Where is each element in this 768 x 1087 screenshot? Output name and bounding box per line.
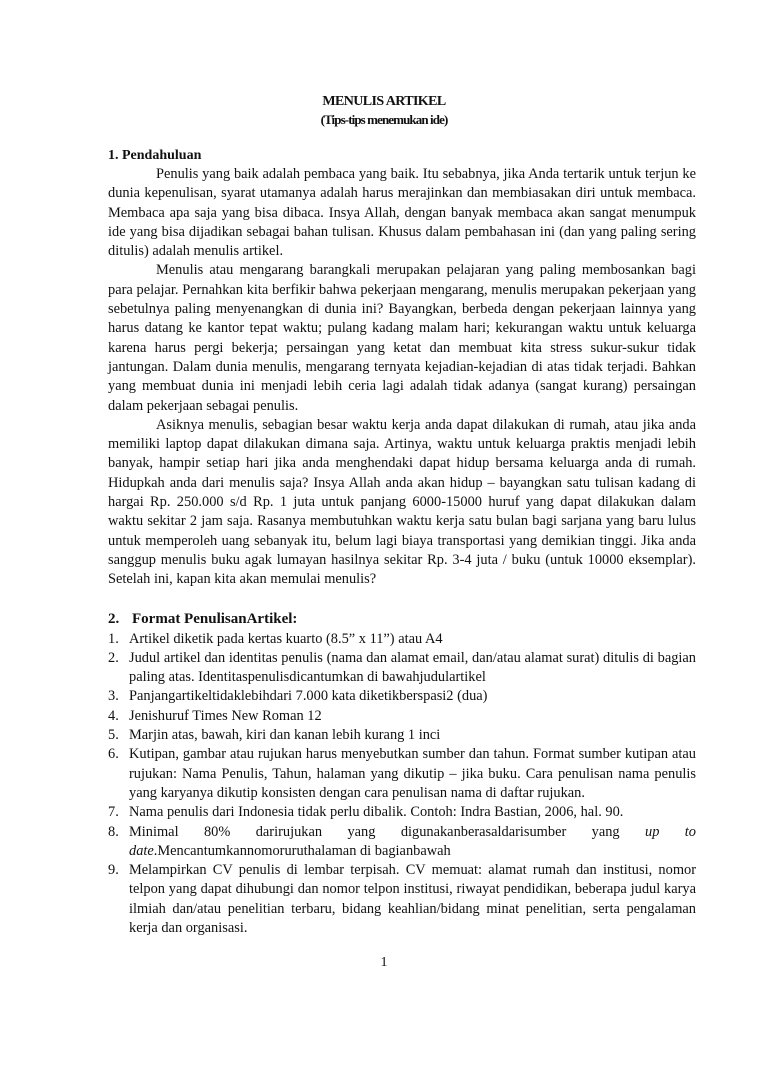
list-item-text: Panjangartikeltidaklebihdari 7.000 kata diketikberspasi2 (dua) [129, 688, 488, 705]
list-item-text: Minimal 80% darirujukan yang digunakanberasaldarisumber yang [129, 823, 646, 840]
section-title: Format PenulisanArtikel: [132, 610, 298, 627]
list-item-text: Jenishuruf Times New Roman 12 [129, 707, 322, 724]
list-item-italic-text: up to date [129, 823, 696, 859]
list-item-number: 9. [108, 862, 119, 879]
list-item-text: Judul artikel dan identitas penulis (nama dan alamat email, dan/atau alamat surat) ditulis di bagian paling atas. Identitaspenulisdicantumkan di bawahjudulartikel [129, 649, 696, 686]
list-item-text: Artikel diketik pada kertas kuarto (8.5” x 11”) atau A4 [129, 630, 443, 647]
list-item-text: Kutipan, gambar atau rujukan harus menyebutkan sumber dan tahun. Format sumber kutipan atau rujukan: Nama Penulis, Tahun, halaman yang dikutip – jika buku. Cara penulisan nama penulis yang karyanya dikutip konsisten dengan cara penulisan nama di daftar rujukan. [129, 746, 696, 801]
page-number: 1 [380, 955, 388, 970]
list-item [108, 707, 696, 726]
list-item [108, 823, 696, 862]
format-list [108, 630, 696, 939]
list-item [108, 803, 696, 822]
list-item-number: 7. [108, 804, 119, 821]
list-item-number: 1. [108, 630, 119, 647]
list-item-text: Marjin atas, bawah, kiri dan kanan lebih kurang 1 inci [129, 727, 441, 744]
list-item-text: .Mencantumkannomoruruthalaman di bagianbawah [153, 842, 451, 859]
list-item-number: 2. [108, 649, 119, 666]
list-item-number: 8. [108, 823, 119, 840]
document-title: MENULIS ARTIKEL [322, 94, 446, 109]
document-subtitle: (Tips-tips menemukan ide) [320, 112, 448, 127]
list-item [108, 726, 696, 745]
document-body [108, 146, 696, 938]
list-item-number: 4. [108, 707, 119, 724]
list-item-text: Melampirkan CV penulis di lembar terpisah. CV memuat: alamat rumah dan institusi, nomor telpon yang dapat dihubungi dan nomor telpon institusi, riwayat pendidikan, beberapa judul karya ilmiah dan/atau penelitian terbaru, bidang keahlian/bidang minat penelitian, serta pengalaman kerja dan organisasi. [129, 862, 696, 936]
list-item-number: 5. [108, 727, 119, 744]
list-item-text: Nama penulis dari Indonesia tidak perlu dibalik. Contoh: Indra Bastian, 2006, hal. 90. [129, 804, 624, 821]
list-item [108, 745, 696, 803]
list-item [108, 687, 696, 706]
paragraph: Asiknya menulis, sebagian besar waktu kerja anda dapat dilakukan di rumah, atau jika anda memiliki laptop dapat dilakukan dimana saja. Artinya, waktu untuk keluarga praktis menjadi lebih banyak, hampir setiap hari jika anda menghendaki dapat hidup bersama keluarga anda di rumah. Hidupkah anda dari menulis saja? Insya Allah anda akan hidup – bayangkan satu tulisan kadang di hargai Rp. 250.000 s/d Rp. 1 juta untuk panjang 6000-15000 huruf yang dapat dilakukan dalam waktu sekitar 2 jam saja. Rasanya membutuhkan waktu kerja satu bulan bagi sarjana yang baru lulus untuk memperoleh uang sebanyak itu, belum lagi biaya transportasi yang demikian tinggi. Jika anda sanggup menulis buku agak lumayan hasilnya sekitar Rp. 3-4 juta / buku (untuk 10000 eksemplar). Setelah ini, kapan kita akan memulai menulis? [108, 416, 696, 588]
paragraph: Penulis yang baik adalah pembaca yang baik. Itu sebabnya, jika Anda tertarik untuk terjun ke dunia kepenulisan, syarat utamanya adalah harus merajinkan dan membiasakan diri untuk membaca. Membaca apa saja yang bisa dibaca. Insya Allah, dengan banyak membaca akan sangat menumpuk ide yang bisa dijadikan sebagai bahan tulisan. Khusus dalam pembahasan ini (dan yang paling sering ditulis) adalah menulis artikel. [108, 166, 696, 260]
paragraph: Menulis atau mengarang barangkali merupakan pelajaran yang paling membosankan bagi para pelajar. Pernahkan kita berfikir bahwa pekerjaan mengarang, menulis merupakan pekerjaan yang sebetulnya paling menyenangkan di dunia ini? Bayangkan, berbeda dengan pekerjaan lainnya yang harus datang ke kantor tepat waktu; pulang kadang malam hari; kekurangan waktu untuk keluarga karena harus pergi bekerja; persaingan yang ketat dan membuat kita stress sukur-sukur tidak jantungan. Dalam dunia menulis, mengarang ternyata kejadian-kejadian di atas tidak terjadi. Bahkan yang membuat dunia ini menjadi lebih ceria lagi adalah tidak adanya (sangat kurang) persaingan dalam pekerjaan sebagai penulis. [108, 262, 696, 414]
list-item-number: 3. [108, 688, 119, 705]
section-number: 2. [108, 610, 120, 627]
list-item [108, 861, 696, 938]
section-heading-format [108, 609, 696, 629]
list-item-number: 6. [108, 746, 119, 763]
list-item [108, 649, 696, 688]
section-heading-pendahuluan: 1. Pendahuluan [108, 148, 202, 163]
list-item [108, 630, 696, 649]
